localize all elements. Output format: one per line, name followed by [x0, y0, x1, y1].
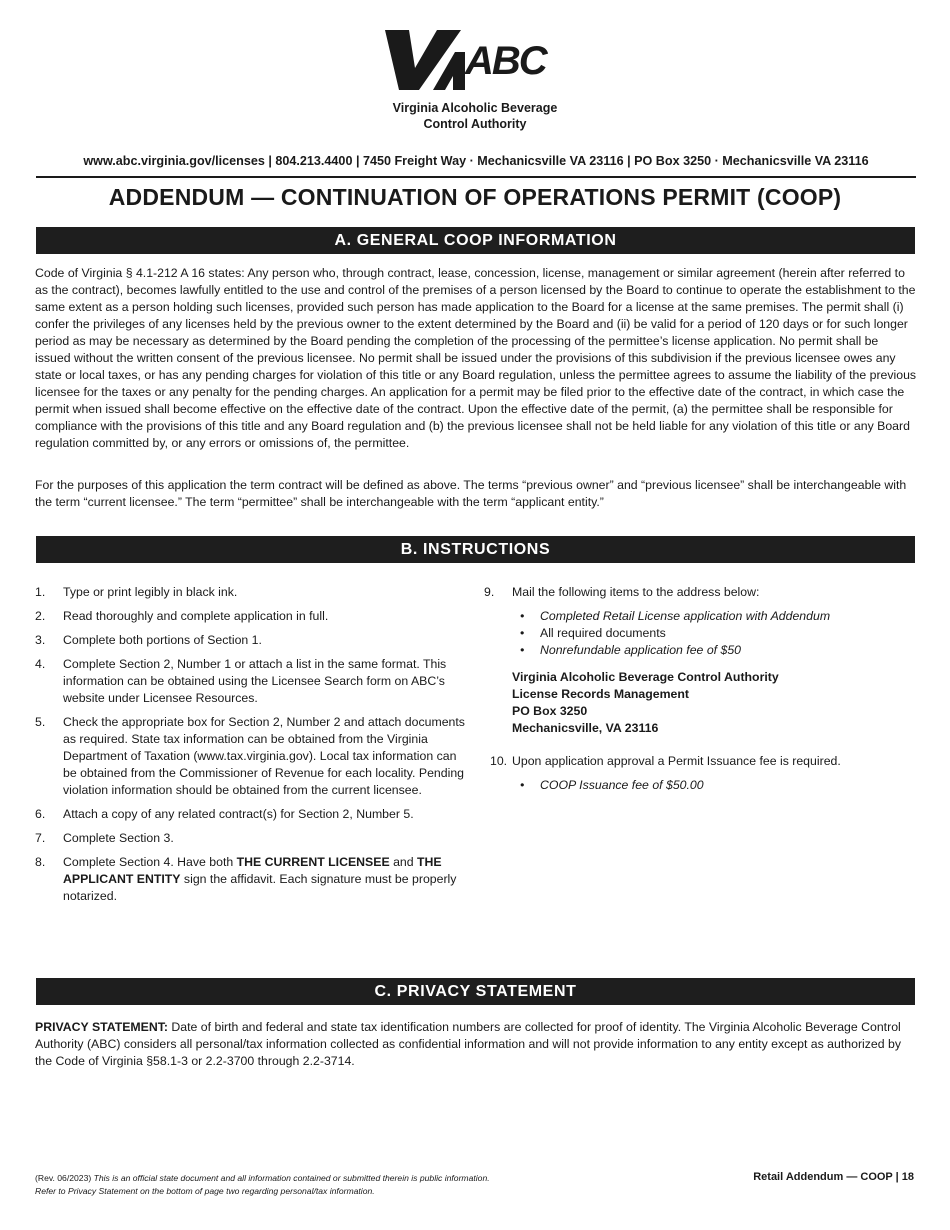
org-name-line-2: Control Authority [423, 117, 527, 131]
instruction-item-5 [35, 714, 467, 799]
instruction-item-8 [35, 854, 467, 905]
instruction-number: 1. [35, 585, 46, 599]
document-title: ADDENDUM — CONTINUATION OF OPERATIONS PERMIT (COOP) [108, 184, 842, 210]
footer-note-1: This is an official state document and all information contained or submitted therein is public information. [93, 1173, 490, 1183]
instruction-text [63, 854, 467, 905]
list-item: • Completed Retail License application with Addendum [512, 608, 916, 625]
header-rule [36, 176, 916, 178]
section-c-heading: C. PRIVACY STATEMENT [36, 978, 915, 1005]
instruction-text: Type or print legibly in black ink. [63, 585, 238, 599]
instruction-text: Read thoroughly and complete application in full. [63, 609, 329, 623]
instruction-text [512, 584, 916, 659]
instruction-item-2 [35, 608, 467, 625]
revision-date: (Rev. 06/2023) [35, 1173, 94, 1183]
instruction-text-part: Mail the following items to the address below: [512, 585, 760, 599]
section-a-paragraph-2: For the purposes of this application the term contract will be defined as above. The terms “previous owner” and “previous licensee” shall be interchangeable with the term “current licensee.” The term “permittee” shall be interchangeable with the term “applicant entity.” [35, 478, 907, 509]
instruction-text-part: and [389, 855, 418, 869]
section-a-paragraph-1: Code of Virginia § 4.1-212 A 16 states: Any person who, through contract, lease, concession, license, management or similar agreement (herein after referred to as the contract), becomes lawfully entitled to the use and control of the premises of a person licensed by the Board to continue to operate the establishment to the same extent as a person holding such licenses, provided such person has made application to the Board for a license at the same premises. The permit shall (i) confer the privileges of any licenses held by the previous owner to the extent determined by the Board and (ii) be valid for a period of 120 days or for such longer period as may be necessary as determined by the Board pending the completion of the processing of the permittee’s license application. No permit shall be issued without the written consent of the previous licensee. No permit shall be issued under the provisions of this subdivision if the previous licensee owes any state or local taxes, or has any pending charges for violation of this title or any Board regulation, unless the permittee agrees to assume the liability of the previous licensee for the taxes or any penalty for the pending charges. An application for a permit may be filed prior to the effective date of the contract, in which case the permit when issued shall become effective on the effective date of the contract. Upon the effective date of the permit, (a) the permittee shall be responsible for compliance with the provisions of this title and any Board regulation and (b) the previous licensee shall not be held liable for any violation of this title or any Board regulation committed by, or any errors or omissions of, the permittee. [35, 266, 917, 450]
instruction-text: Complete Section 3. [63, 831, 174, 845]
instruction-text: Attach a copy of any related contract(s) for Section 2, Number 5. [63, 807, 414, 821]
mail-items-list [512, 608, 916, 659]
instruction-number: 8. [35, 855, 46, 869]
privacy-text: Date of birth and federal and state tax identification numbers are collected for proof of identity. The Virginia Alcoholic Beverage Control Authority (ABC) considers all personal/tax information collected as confidential information and will not provide information to any entity except as authorized by the Code of Virginia §58.1-3 or 2.2-3700 through 2.2-3714. [35, 1020, 902, 1068]
instruction-number: 4. [35, 657, 46, 671]
instruction-number: 6. [35, 807, 46, 821]
footer-notes [35, 1172, 635, 1197]
address-line: Virginia Alcoholic Beverage Control Authority [512, 670, 779, 684]
page-label: Retail Addendum — COOP | 18 [753, 1171, 914, 1183]
instruction-text: Complete both portions of Section 1. [63, 633, 262, 647]
instruction-item-1 [35, 584, 467, 601]
instruction-text-part: Upon application approval a Permit Issuance fee is required. [512, 754, 841, 768]
address-line: Mechanicsville, VA 23116 [512, 721, 659, 735]
organization-name [0, 100, 950, 132]
instruction-text-part: Complete Section 4. Have both [63, 855, 237, 869]
current-licensee-emphasis: THE CURRENT LICENSEE [236, 855, 390, 869]
instruction-item-3 [35, 632, 467, 649]
issuance-fee-list [512, 777, 916, 794]
va-abc-logo [0, 28, 950, 97]
section-b-heading: B. INSTRUCTIONS [36, 536, 915, 563]
instruction-text: Complete Section 2, Number 1 or attach a list in the same format. This information can be obtained using the Licensee Search form on ABC’s website under Licensee Resources. [63, 657, 447, 705]
privacy-label: PRIVACY STATEMENT: [35, 1020, 168, 1034]
contact-line: www.abc.virginia.gov/licenses | 804.213.4400 | 7450 Freight Way · Mechanicsville VA 23116 | PO Box 3250 · Mechanicsville VA 23116 [83, 154, 869, 168]
instructions-left-column [35, 584, 467, 912]
instruction-number: 5. [35, 715, 46, 729]
privacy-statement [35, 1019, 917, 1070]
list-item: • COOP Issuance fee of $50.00 [512, 777, 916, 794]
instruction-number: 10. [490, 754, 508, 768]
instruction-number: 3. [35, 633, 46, 647]
svg-text:ABC: ABC [465, 39, 546, 83]
list-item: • Nonrefundable application fee of $50 [512, 642, 916, 659]
instruction-item-9 [484, 584, 916, 659]
instruction-number: 2. [35, 609, 46, 623]
org-name-line-1: Virginia Alcoholic Beverage [392, 101, 558, 115]
address-line: PO Box 3250 [512, 704, 588, 718]
instructions-right-column [484, 584, 916, 801]
applicant-entity-emphasis: THE APPLICANT ENTITY [63, 855, 442, 886]
instruction-item-6 [35, 806, 467, 823]
instruction-item-10 [484, 753, 916, 794]
address-line: License Records Management [512, 687, 689, 701]
instruction-number: 7. [35, 831, 46, 845]
instruction-text [512, 753, 916, 794]
footer-note-2: Refer to Privacy Statement on the bottom of page two regarding personal/tax information. [35, 1185, 375, 1196]
section-a-heading: A. GENERAL COOP INFORMATION [36, 227, 915, 254]
mailing-address [484, 669, 916, 737]
list-item: • All required documents [512, 625, 916, 642]
instruction-text-part: sign the affidavit. Each signature must be properly notarized. [63, 872, 457, 903]
instruction-item-4 [35, 656, 467, 707]
instruction-text: Check the appropriate box for Section 2, Number 2 and attach documents as required. State tax information can be obtained from the Virginia Department of Taxation (www.tax.virginia.gov). Local tax information can be obtained from the Commissioner of Revenue for each locality. Pending violation information should be obtained from the current licensee. [63, 715, 465, 797]
instruction-item-7 [35, 830, 467, 847]
instruction-number: 9. [484, 585, 495, 599]
